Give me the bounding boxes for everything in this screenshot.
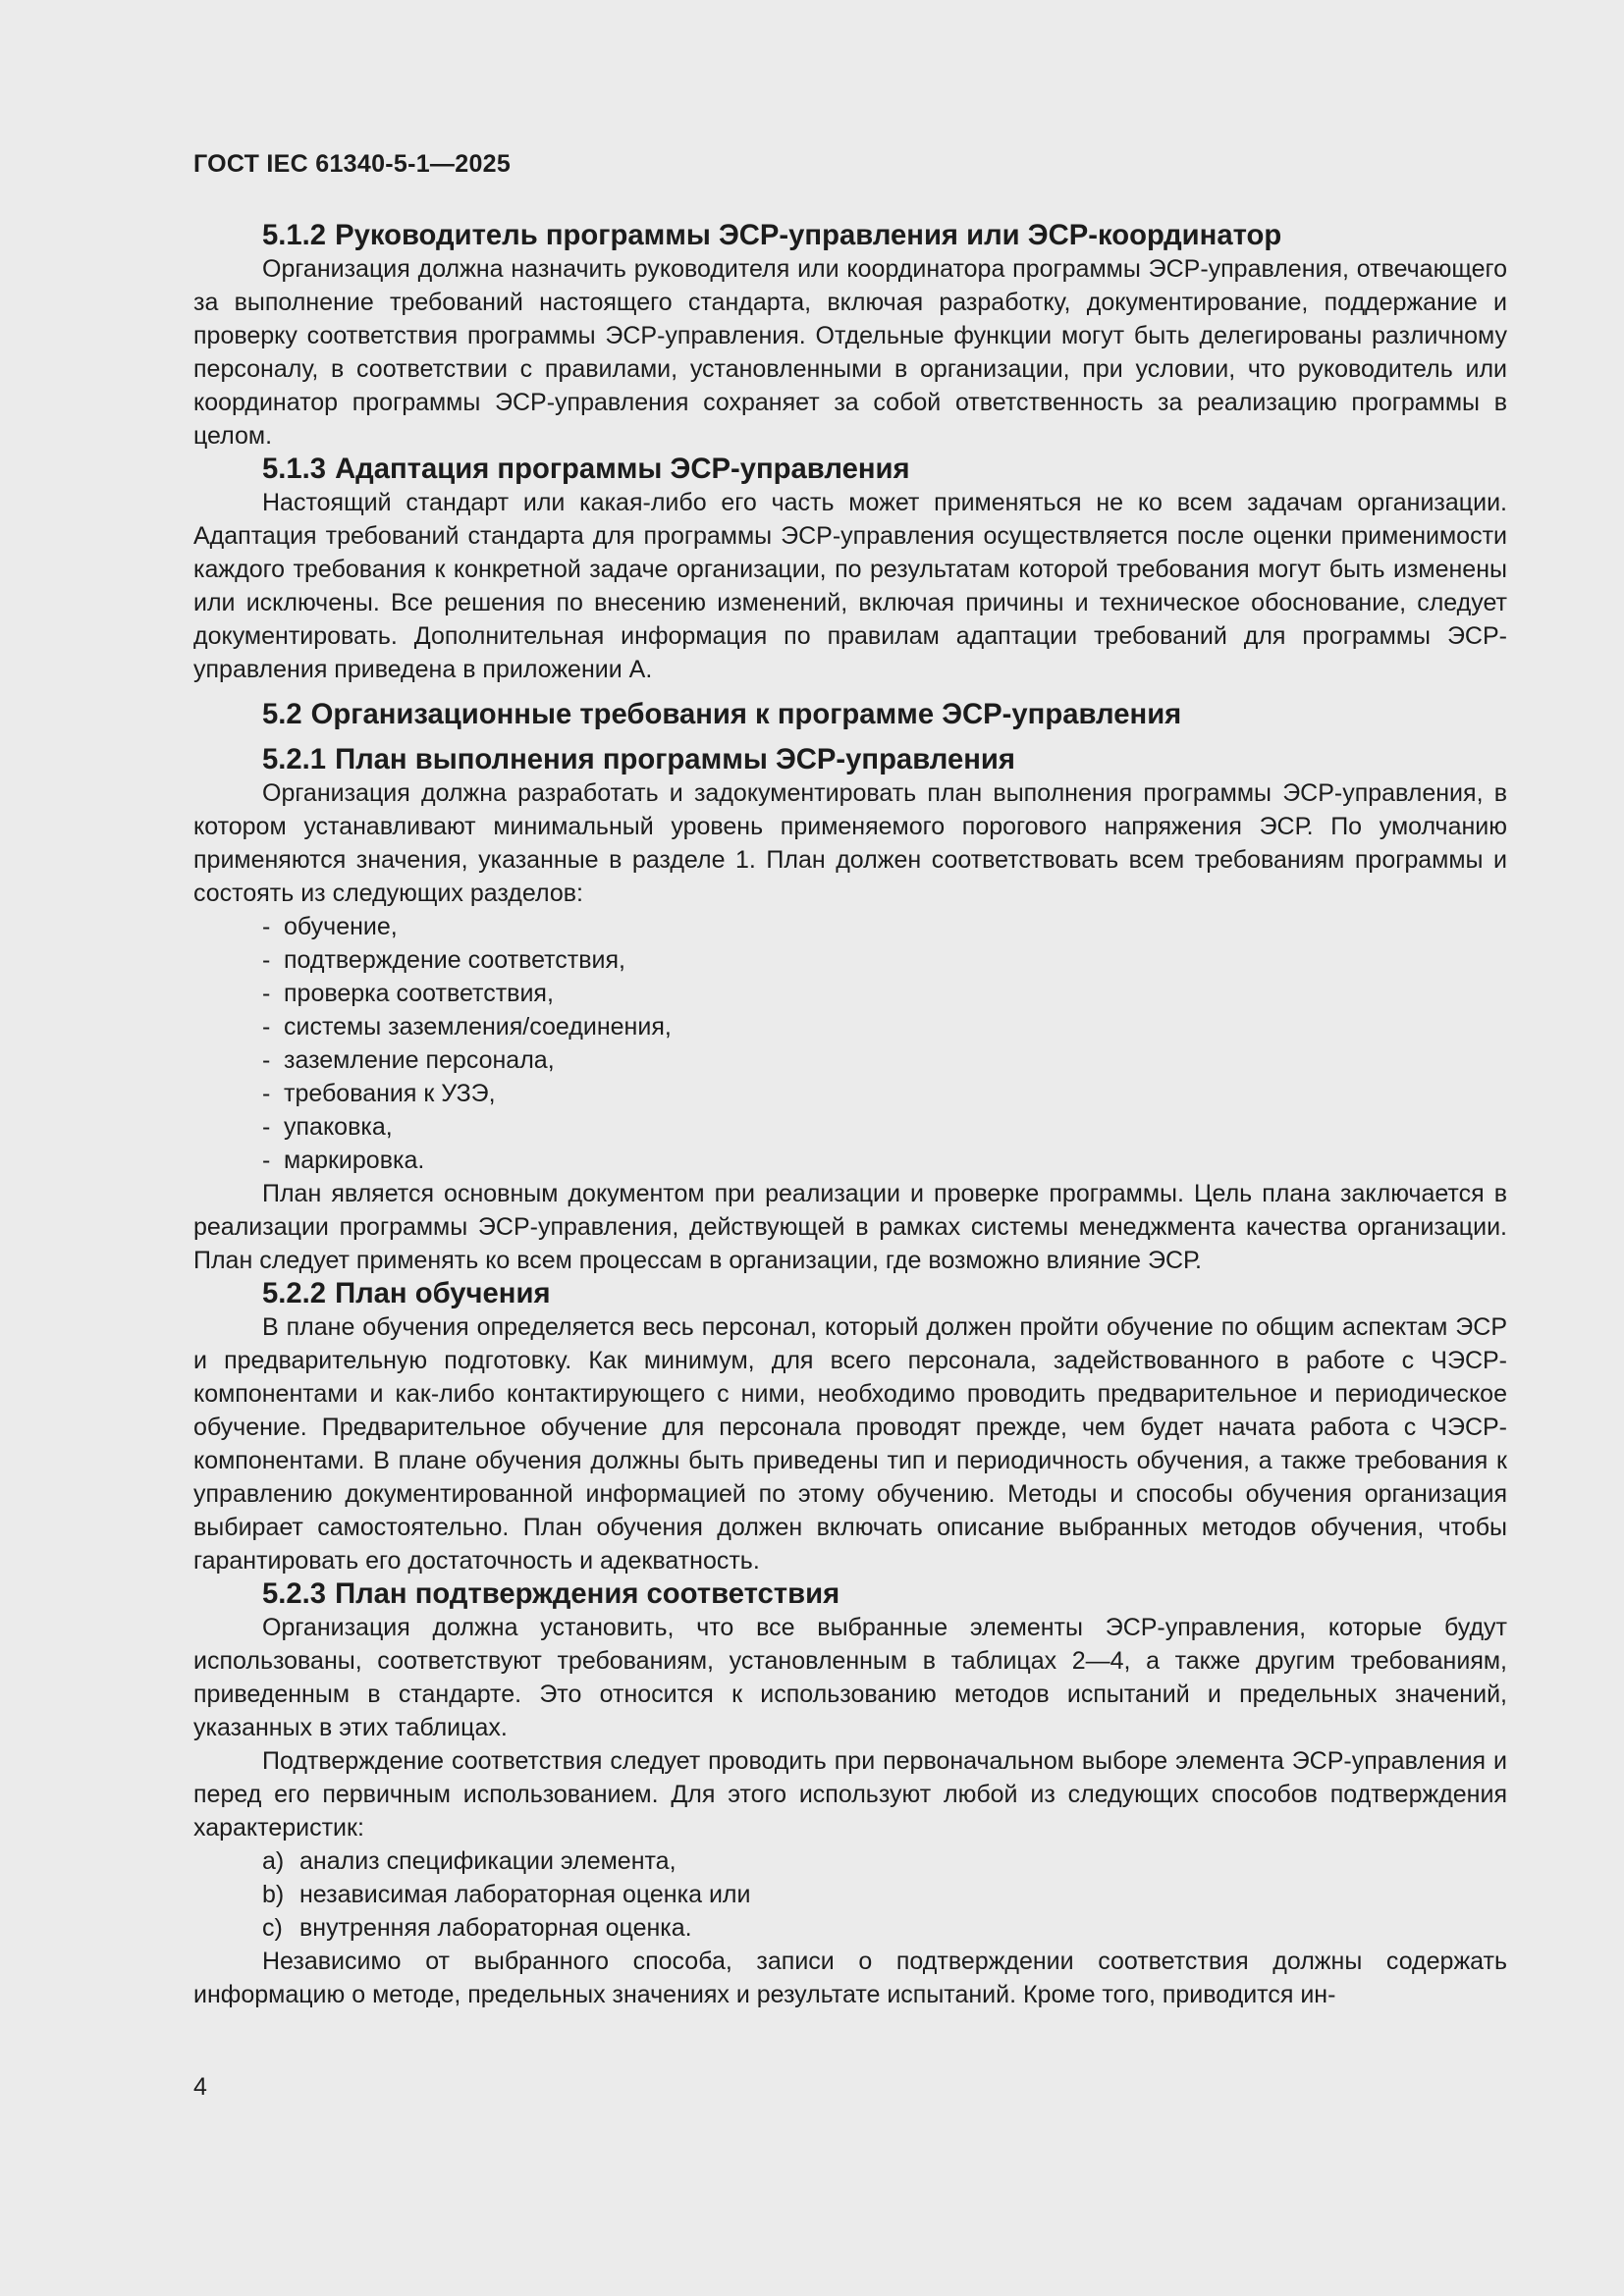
section-heading-5-2-2 xyxy=(193,1277,1507,1310)
standard-designation: ГОСТ IEC 61340-5-1—2025 xyxy=(193,150,512,178)
section-number: 5.1.3 xyxy=(262,454,327,485)
paragraph: Подтверждение соответствия следует проводить при первоначальном выборе элемента ЭСР-управления и перед его первичным использованием. Для этого используют любой из следующих способов подтверждения характеристик: xyxy=(193,1747,1507,1842)
section-number: 5.2.2 xyxy=(262,1278,327,1309)
paragraph: Настоящий стандарт или какая-либо его часть может применяться не ко всем задачам организации. Адаптация требований стандарта для программы ЭСР-управления осуществляется после оценки применимости каждого требования к конкретной задаче организации, по результатам которой требования могут быть изменены или исключены. Все решения по внесению изменений, включая причины и техническое обоснование, следует документировать. Дополнительная информация по правилам адаптации требований для программы ЭСР-управления приведена в приложении А. xyxy=(193,489,1507,683)
list-item-text: упаковка, xyxy=(284,1113,393,1141)
section-number: 5.1.2 xyxy=(262,220,327,251)
list-marker: - xyxy=(262,913,271,940)
list-item xyxy=(193,943,1507,977)
section-heading-5-1-2 xyxy=(193,219,1507,252)
list-marker: - xyxy=(262,946,271,974)
list-marker: - xyxy=(262,1147,271,1174)
list-marker: c) xyxy=(262,1914,283,1942)
list-item xyxy=(193,1077,1507,1110)
list-item xyxy=(193,1844,1507,1878)
section-title: План обучения xyxy=(335,1278,551,1309)
list-item xyxy=(193,1911,1507,1945)
list-item-text: внутренняя лабораторная оценка. xyxy=(299,1914,692,1942)
list-item-text: маркировка. xyxy=(284,1147,425,1174)
section-title: Организационные требования к программе ЭСР-управления xyxy=(310,699,1182,730)
list-item-text: проверка соответствия, xyxy=(284,980,554,1007)
list-item xyxy=(193,910,1507,943)
list-marker: - xyxy=(262,1080,271,1107)
paragraph: Организация должна назначить руководителя или координатора программы ЭСР-управления, отвечающего за выполнение требований настоящего стандарта, включая разработку, документирование, поддержание и проверку соответствия программы ЭСР-управления. Отдельные функции могут быть делегированы различному персоналу, в соответствии с правилами, установленными в организации, при условии, что руководитель или координатор программы ЭСР-управления сохраняет за собой ответственность за реализацию программы в целом. xyxy=(193,255,1507,450)
list-item-text: заземление персонала, xyxy=(284,1046,555,1074)
list-marker: - xyxy=(262,980,271,1007)
section-number: 5.2.3 xyxy=(262,1578,327,1610)
list-item xyxy=(193,1144,1507,1177)
section-title: Адаптация программы ЭСР-управления xyxy=(335,454,910,485)
paragraph: Организация должна установить, что все выбранные элементы ЭСР-управления, которые будут использованы, соответствуют требованиям, установленным в таблицах 2—4, а также другим требованиям, приведенным в стандарте. Это относится к использованию методов испытаний и предельных значений, указанных в этих таблицах. xyxy=(193,1614,1507,1741)
section-heading-5-1-3 xyxy=(193,453,1507,486)
list-item-text: требования к УЗЭ, xyxy=(284,1080,496,1107)
list-item-text: подтверждение соответствия, xyxy=(284,946,625,974)
section-number: 5.2 xyxy=(262,699,302,730)
list-item xyxy=(193,977,1507,1010)
plan-sections-list xyxy=(193,910,1507,1177)
section-heading-5-2 xyxy=(193,698,1507,731)
list-marker: b) xyxy=(262,1881,285,1908)
paragraph: План является основным документом при реализации и проверке программы. Цель плана заключается в реализации программы ЭСР-управления, действующей в рамках системы менеджмента качества организации. План следует применять ко всем процессам в организации, где возможно влияние ЭСР. xyxy=(193,1180,1507,1274)
list-item-text: анализ спецификации элемента, xyxy=(299,1847,677,1875)
list-marker: - xyxy=(262,1046,271,1074)
paragraph: Независимо от выбранного способа, записи о подтверждении соответствия должны содержать информацию о методе, предельных значениях и результате испытаний. Кроме того, приводится ин- xyxy=(193,1948,1507,2008)
list-item-text: независимая лабораторная оценка или xyxy=(299,1881,751,1908)
list-item xyxy=(193,1010,1507,1043)
section-title: Руководитель программы ЭСР-управления или ЭСР-координатор xyxy=(335,220,1282,251)
list-item xyxy=(193,1110,1507,1144)
section-title: План выполнения программы ЭСР-управления xyxy=(335,744,1015,775)
paragraph: Организация должна разработать и задокументировать план выполнения программы ЭСР-управления, в котором устанавливают минимальный уровень применяемого порогового напряжения ЭСР. По умолчанию применяются значения, указанные в разделе 1. План должен соответствовать всем требованиям программы и состоять из следующих разделов: xyxy=(193,779,1507,907)
section-title: План подтверждения соответствия xyxy=(335,1578,840,1610)
list-item-text: обучение, xyxy=(284,913,398,940)
list-item xyxy=(193,1043,1507,1077)
list-item-text: системы заземления/соединения, xyxy=(284,1013,672,1041)
list-marker: - xyxy=(262,1113,271,1141)
list-marker: a) xyxy=(262,1847,285,1875)
section-heading-5-2-1 xyxy=(193,743,1507,776)
list-item xyxy=(193,1878,1507,1911)
confirmation-methods-list xyxy=(193,1844,1507,1945)
section-heading-5-2-3 xyxy=(193,1577,1507,1611)
section-number: 5.2.1 xyxy=(262,744,327,775)
page-number: 4 xyxy=(193,2073,207,2101)
list-marker: - xyxy=(262,1013,271,1041)
page-content xyxy=(193,147,1507,2011)
paragraph: В плане обучения определяется весь персонал, который должен пройти обучение по общим аспектам ЭСР и предварительную подготовку. Как минимум, для всего персонала, задействованного в работе с ЧЭСР-компонентами и как-либо контактирующего с ними, необходимо проводить предварительное и периодическое обучение. Предварительное обучение для персонала проводят прежде, чем будет начата работа с ЧЭСР-компонентами. В плане обучения должны быть приведены тип и периодичность обучения, а также требования к управлению документированной информацией по этому обучению. Методы и способы обучения организация выбирает самостоятельно. План обучения должен включать описание выбранных методов обучения, чтобы гарантировать его достаточность и адекватность. xyxy=(193,1313,1507,1575)
